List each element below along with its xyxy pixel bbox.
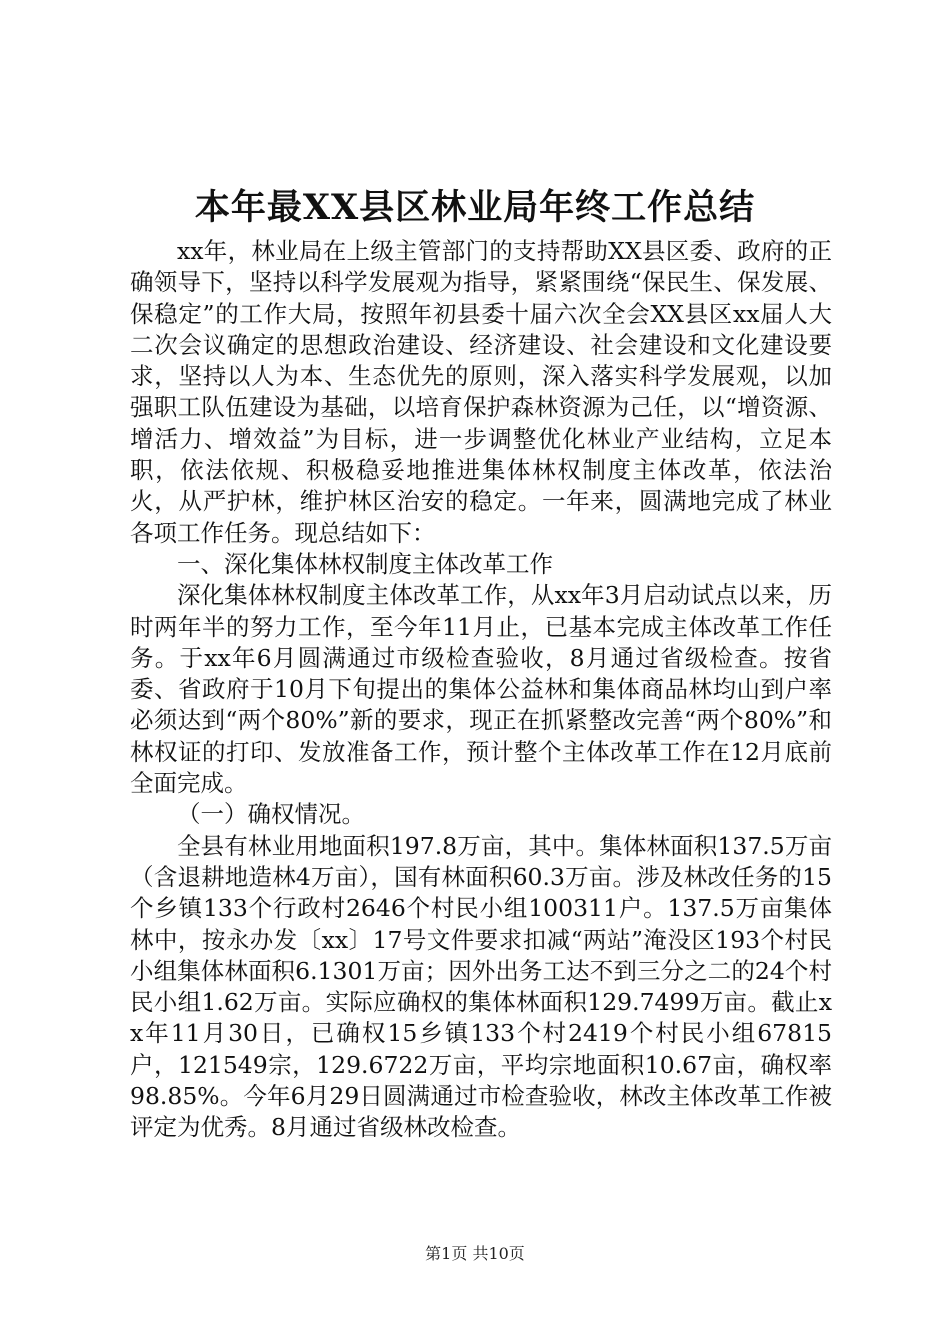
document-title: 本年最XX县区林业局年终工作总结 bbox=[194, 187, 756, 228]
subsection-1-paragraph: 全县有林业用地面积197.8万亩，其中。集体林面积137.5万亩（含退耕地造林4万亩），国有林面积60.3万亩。涉及林改任务的15个乡镇133个行政村2646个村民小组100311户。137.5万亩集体林中，按永办发〔xx〕17号文件要求扣减“两站”淹没区193个村民小组集体林面积6.1301万亩；因外出务工达不到三分之二的24个村民小组1.62万亩。实际应确权的集体林面积129.7499万亩。截止xx年11月30日，已确权15乡镇133个村2419个村民小组67815户，121549宗，129.6722万亩，平均宗地面积10.67亩，确权率98.85%。今年6月29日圆满通过市检查验收，林改主体改革工作被评定为优秀。8月通过省级林改检查。 bbox=[130, 831, 832, 1142]
intro-paragraph: xx年，林业局在上级主管部门的支持帮助XX县区委、政府的正确领导下，坚持以科学发展观为指导，紧紧围绕“保民生、保发展、保稳定”的工作大局，按照年初县委十届六次全会XX县区xx届人大二次会议确定的思想政治建设、经济建设、社会建设和文化建设要求，坚持以人为本、生态优先的原则，深入落实科学发展观，以加强职工队伍建设为基础，以培育保护森林资源为己任，以“增资源、增活力、增效益”为目标，进一步调整优化林业产业结构，立足本职，依法依规、积极稳妥地推进集体林权制度主体改革，依法治火，从严护林，维护林区治安的稳定。一年来，圆满地完成了林业各项工作任务。现总结如下： bbox=[130, 237, 832, 547]
section-heading-1: 一、深化集体林权制度主体改革工作 bbox=[177, 549, 553, 578]
page-number-footer: 第1页 共10页 bbox=[425, 1244, 525, 1263]
section-1-paragraph: 深化集体林权制度主体改革工作，从xx年3月启动试点以来，历时两年半的努力工作，至今年11月止，已基本完成主体改革工作任务。于xx年6月圆满通过市级检查验收，8月通过省级检查。按省委、省政府于10月下旬提出的集体公益林和集体商品林均山到户率必须达到“两个80%”新的要求，现正在抓紧整改完善“两个80%”和林权证的打印、发放准备工作，预计整个主体改革工作在12月底前全面完成。 bbox=[130, 581, 832, 798]
document-body bbox=[130, 236, 832, 1144]
subsection-heading-1: （一）确权情况。 bbox=[177, 800, 365, 829]
